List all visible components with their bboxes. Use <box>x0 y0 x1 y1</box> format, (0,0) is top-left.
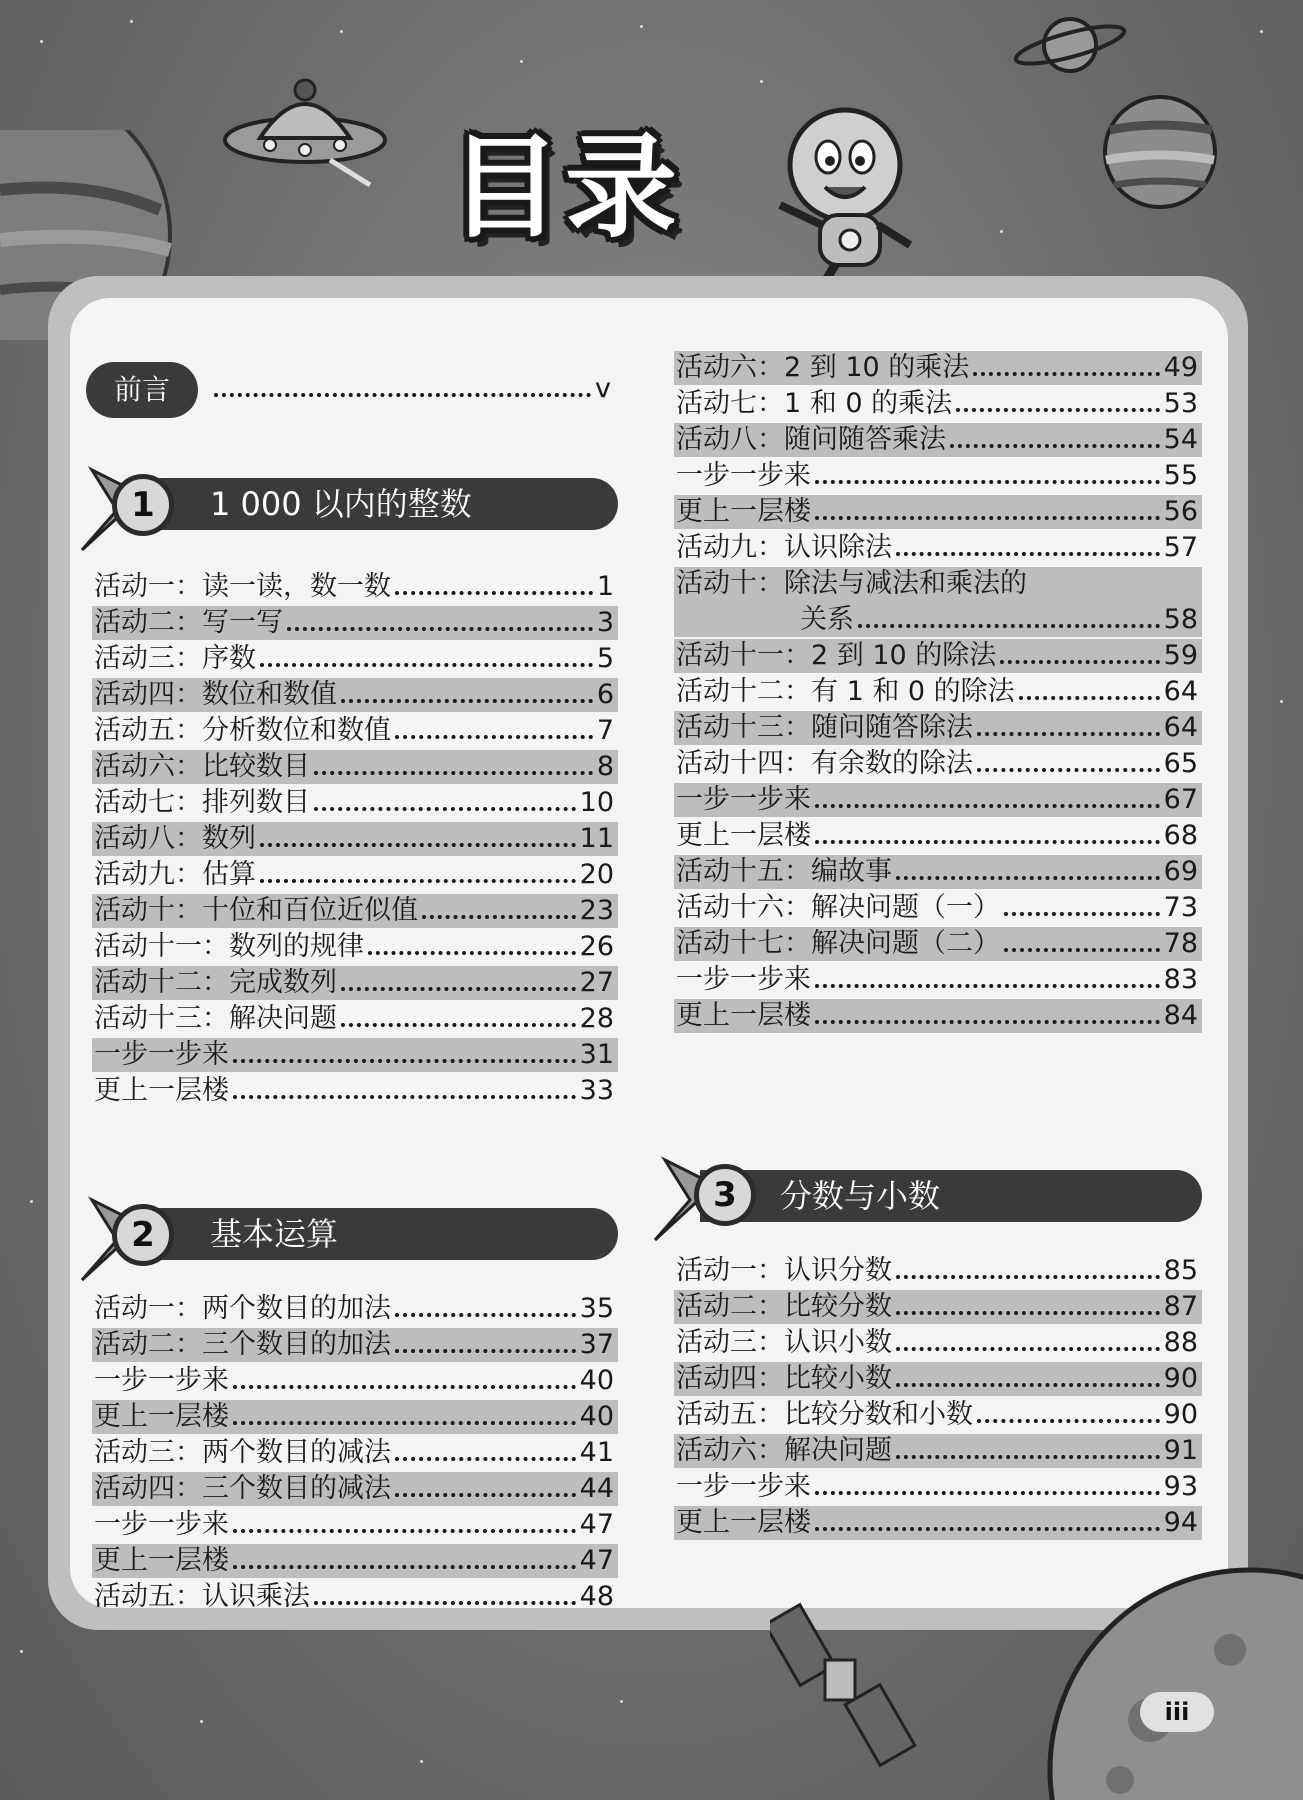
toc-page: 84 <box>1163 1000 1198 1031</box>
toc-entry[interactable] <box>674 783 1202 817</box>
toc-label: 活动十六：解决问题（一） <box>676 892 1000 923</box>
toc-entry[interactable] <box>674 1506 1202 1540</box>
leader-dots <box>815 1487 1160 1495</box>
leader-dots <box>314 1597 576 1605</box>
toc-label: 更上一层楼 <box>676 1000 811 1031</box>
leader-dots <box>1019 692 1160 700</box>
leader-dots <box>395 1453 576 1461</box>
leader-dots <box>815 1016 1160 1024</box>
toc-page: 8 <box>596 751 614 782</box>
leader-dots <box>973 368 1159 376</box>
toc-page: 55 <box>1163 460 1198 491</box>
toc-label: 活动一：两个数目的加法 <box>94 1293 391 1324</box>
toc-entry[interactable] <box>92 1328 618 1362</box>
toc-label: 更上一层楼 <box>94 1401 229 1432</box>
leader-dots <box>1004 944 1160 952</box>
toc-entry[interactable] <box>674 891 1202 925</box>
leader-dots <box>815 476 1160 484</box>
toc-entry[interactable] <box>674 963 1202 997</box>
toc-label: 一步一步来 <box>676 784 811 815</box>
leader-dots <box>1000 656 1159 664</box>
toc-label: 活动六：2 到 10 的乘法 <box>676 352 970 383</box>
leader-dots <box>896 548 1160 556</box>
toc-label: 活动十五：编故事 <box>676 856 892 887</box>
toc-label: 活动四：三个数目的减法 <box>94 1473 391 1504</box>
toc-label: 活动二：三个数目的加法 <box>94 1329 391 1360</box>
toc-label: 活动四：比较小数 <box>676 1363 892 1394</box>
toc-entry[interactable] <box>92 1544 618 1578</box>
toc-entry[interactable] <box>674 999 1202 1033</box>
toc-page: 48 <box>579 1581 614 1612</box>
toc-entry[interactable] <box>674 819 1202 853</box>
toc-label: 关系 <box>800 604 854 635</box>
toc-page: 73 <box>1163 892 1198 923</box>
chapter-2-badge: 2 <box>112 1204 174 1266</box>
leader-dots <box>314 767 593 775</box>
toc-page: 94 <box>1163 1507 1198 1538</box>
toc-page: 1 <box>596 571 614 602</box>
toc-label: 活动十七：解决问题（二） <box>676 928 1000 959</box>
toc-entry[interactable] <box>92 1436 618 1470</box>
toc-entry[interactable] <box>92 1508 618 1542</box>
chapter-2-title: 基本运算 <box>210 1215 339 1253</box>
toc-page: 35 <box>579 1293 614 1324</box>
leader-dots <box>260 875 576 883</box>
leader-dots <box>233 1561 576 1569</box>
toc-page: 41 <box>579 1437 614 1468</box>
toc-label: 更上一层楼 <box>676 496 811 527</box>
toc-page: 87 <box>1163 1291 1198 1322</box>
toc-page: 53 <box>1163 388 1198 419</box>
toc-entry[interactable] <box>674 495 1202 529</box>
toc-page: 27 <box>579 967 614 998</box>
toc-page: 40 <box>579 1401 614 1432</box>
leader-dots <box>977 1415 1160 1423</box>
toc-label: 活动二：写一写 <box>94 607 283 638</box>
toc-entry[interactable] <box>674 1254 1202 1288</box>
leader-dots <box>287 623 593 631</box>
toc-page: v <box>595 373 611 404</box>
toc-label: 活动一：认识分数 <box>676 1255 892 1286</box>
toc-label: 活动七：1 和 0 的乘法 <box>676 388 953 419</box>
leader-dots <box>422 911 576 919</box>
leader-dots <box>341 1019 576 1027</box>
leader-dots <box>260 839 576 847</box>
leader-dots <box>395 1309 576 1317</box>
toc-page: 90 <box>1163 1399 1198 1430</box>
toc-page: 3 <box>596 607 614 638</box>
toc-entry[interactable] <box>674 1434 1202 1468</box>
toc-entry[interactable] <box>674 1362 1202 1396</box>
chapter-1-badge: 1 <box>112 474 174 536</box>
leader-dots <box>233 1417 576 1425</box>
toc-entry[interactable] <box>92 1400 618 1434</box>
toc-label: 活动十三：解决问题 <box>94 1003 337 1034</box>
toc-entry[interactable] <box>674 711 1202 745</box>
toc-label: 活动三：认识小数 <box>676 1327 892 1358</box>
toc-page: 68 <box>1163 820 1198 851</box>
toc-entry[interactable] <box>674 531 1202 565</box>
toc-page: 44 <box>579 1473 614 1504</box>
toc-page: 93 <box>1163 1471 1198 1502</box>
toc-entry[interactable] <box>92 1364 618 1398</box>
toc-label: 活动六：解决问题 <box>676 1435 892 1466</box>
leader-dots <box>815 836 1160 844</box>
toc-label: 一步一步来 <box>94 1039 229 1070</box>
leader-dots <box>977 728 1160 736</box>
toc-page: 7 <box>596 715 614 746</box>
toc-entry[interactable] <box>674 423 1202 457</box>
toc-page: 85 <box>1163 1255 1198 1286</box>
leader-dots <box>214 389 591 397</box>
toc-page: 91 <box>1163 1435 1198 1466</box>
toc-label: 活动十：除法与减法和乘法的 <box>676 568 1027 599</box>
leader-dots <box>368 947 576 955</box>
toc-label: 活动十一：数列的规律 <box>94 931 364 962</box>
toc-label: 一步一步来 <box>94 1509 229 1540</box>
leader-dots <box>896 1307 1160 1315</box>
toc-label: 更上一层楼 <box>676 820 811 851</box>
leader-dots <box>815 512 1160 520</box>
toc-label: 活动十一：2 到 10 的除法 <box>676 640 997 671</box>
toc-page: 47 <box>579 1509 614 1540</box>
toc-label: 一步一步来 <box>676 964 811 995</box>
leader-dots <box>896 1451 1160 1459</box>
toc-entry[interactable] <box>92 1002 618 1036</box>
toc-label: 一步一步来 <box>676 1471 811 1502</box>
leader-dots <box>395 1345 576 1353</box>
preface-pill: 前言 <box>86 362 198 418</box>
toc-page: 90 <box>1163 1363 1198 1394</box>
toc-entry[interactable] <box>674 1398 1202 1432</box>
toc-label: 更上一层楼 <box>676 1507 811 1538</box>
leader-dots <box>395 731 593 739</box>
toc-label: 活动五：分析数位和数值 <box>94 715 391 746</box>
toc-page: 57 <box>1163 532 1198 563</box>
toc-entry[interactable] <box>92 894 618 928</box>
toc-entry[interactable] <box>674 675 1202 709</box>
toc-page: 88 <box>1163 1327 1198 1358</box>
toc-label: 活动十：十位和百位近似值 <box>94 895 418 926</box>
toc-page: 40 <box>579 1365 614 1396</box>
chapter-2-banner <box>130 1208 618 1260</box>
leader-dots <box>896 1343 1160 1351</box>
toc-page: 6 <box>596 679 614 710</box>
toc-entry[interactable] <box>92 1580 618 1614</box>
toc-page: 20 <box>579 859 614 890</box>
page-number: iii <box>1140 1692 1214 1732</box>
toc-page: 49 <box>1163 352 1198 383</box>
toc-page: 23 <box>579 895 614 926</box>
toc-entry[interactable] <box>92 786 618 820</box>
toc-page: 33 <box>579 1075 614 1106</box>
toc-label: 活动六：比较数目 <box>94 751 310 782</box>
toc-label: 活动一：读一读，数一数 <box>94 571 391 602</box>
toc-page: 10 <box>579 787 614 818</box>
toc-page: 47 <box>579 1545 614 1576</box>
toc-label: 活动七：排列数目 <box>94 787 310 818</box>
toc-label: 更上一层楼 <box>94 1075 229 1106</box>
leader-dots <box>233 1381 576 1389</box>
toc-label: 活动三：两个数目的减法 <box>94 1437 391 1468</box>
toc-entry[interactable] <box>92 1074 618 1108</box>
toc-entry[interactable] <box>674 603 1202 637</box>
toc-entry[interactable] <box>674 351 1202 385</box>
leader-dots <box>395 587 593 595</box>
toc-entry[interactable] <box>674 747 1202 781</box>
toc-entry[interactable] <box>674 855 1202 889</box>
toc-entry[interactable] <box>92 750 618 784</box>
toc-label: 活动十三：随问随答除法 <box>676 712 973 743</box>
toc-label: 活动三：序数 <box>94 643 256 674</box>
toc-label: 活动十四：有余数的除法 <box>676 748 973 779</box>
toc-entry[interactable] <box>674 639 1202 673</box>
toc-entry[interactable] <box>674 1470 1202 1504</box>
toc-entry[interactable] <box>92 1472 618 1506</box>
toc-label: 一步一步来 <box>94 1365 229 1396</box>
toc-entry[interactable] <box>674 927 1202 961</box>
leader-dots <box>341 983 576 991</box>
chapter-3-title: 分数与小数 <box>780 1177 941 1215</box>
toc-page: 5 <box>596 643 614 674</box>
leader-dots <box>260 659 593 667</box>
chapter-1-title: 1 000 以内的整数 <box>210 485 472 523</box>
toc-entry[interactable] <box>92 606 618 640</box>
ufo-icon <box>220 50 390 190</box>
toc-page: 37 <box>579 1329 614 1360</box>
toc-page: 31 <box>579 1039 614 1070</box>
toc-entry[interactable] <box>674 459 1202 493</box>
toc-label: 活动二：比较分数 <box>676 1291 892 1322</box>
toc-entry[interactable] <box>674 1326 1202 1360</box>
toc-page: 26 <box>579 931 614 962</box>
toc-label: 活动九：认识除法 <box>676 532 892 563</box>
leader-dots <box>950 440 1160 448</box>
toc-entry[interactable] <box>92 930 618 964</box>
chapter-3-badge: 3 <box>694 1164 756 1226</box>
chapter-1-banner <box>130 478 618 530</box>
toc-label: 活动四：数位和数值 <box>94 679 337 710</box>
leader-dots <box>815 1523 1160 1531</box>
toc-page: 58 <box>1163 604 1198 635</box>
toc-page: 56 <box>1163 496 1198 527</box>
leader-dots <box>896 1271 1160 1279</box>
toc-entry[interactable] <box>92 966 618 1000</box>
toc-label: 一步一步来 <box>676 460 811 491</box>
astronaut-mascot-icon <box>760 95 920 295</box>
toc-label: 更上一层楼 <box>94 1545 229 1576</box>
toc-entry[interactable] <box>674 387 1202 421</box>
toc-label: 活动八：随问随答乘法 <box>676 424 946 455</box>
toc-entry[interactable] <box>92 642 618 676</box>
leader-dots <box>233 1091 576 1099</box>
toc-entry[interactable] <box>92 1292 618 1326</box>
toc-label: 活动八：数列 <box>94 823 256 854</box>
toc-entry[interactable] <box>92 714 618 748</box>
toc-page: 54 <box>1163 424 1198 455</box>
leader-dots <box>815 800 1160 808</box>
toc-entry[interactable] <box>674 1290 1202 1324</box>
leader-dots <box>858 620 1160 628</box>
toc-entry[interactable] <box>92 822 618 856</box>
chapter-3-banner <box>700 1170 1202 1222</box>
leader-dots <box>395 1489 576 1497</box>
toc-page: 78 <box>1163 928 1198 959</box>
toc-page: 11 <box>579 823 614 854</box>
toc-label: 活动九：估算 <box>94 859 256 890</box>
leader-dots <box>896 872 1160 880</box>
leader-dots <box>956 404 1160 412</box>
toc-entry[interactable] <box>92 858 618 892</box>
toc-page: 65 <box>1163 748 1198 779</box>
toc-label: 活动五：比较分数和小数 <box>676 1399 973 1430</box>
leader-dots <box>977 764 1160 772</box>
toc-label: 活动五：认识乘法 <box>94 1581 310 1612</box>
leader-dots <box>233 1055 576 1063</box>
toc-entry[interactable] <box>92 570 618 604</box>
toc-page: 67 <box>1163 784 1198 815</box>
planet-bottom-right-icon <box>1000 1540 1303 1800</box>
toc-label: 活动十二：有 1 和 0 的除法 <box>676 676 1015 707</box>
leader-dots <box>341 695 593 703</box>
satellite-icon <box>770 1600 920 1770</box>
toc-entry[interactable] <box>92 1038 618 1072</box>
toc-page: 28 <box>579 1003 614 1034</box>
striped-planet-icon <box>1100 85 1220 220</box>
toc-page: 69 <box>1163 856 1198 887</box>
leader-dots <box>815 980 1160 988</box>
leader-dots <box>1004 908 1160 916</box>
toc-entry-preface[interactable] <box>210 372 615 406</box>
ringed-planet-icon <box>1010 5 1130 85</box>
toc-page: 59 <box>1163 640 1198 671</box>
toc-page: 64 <box>1163 676 1198 707</box>
toc-page: 83 <box>1163 964 1198 995</box>
toc-page: 64 <box>1163 712 1198 743</box>
leader-dots <box>896 1379 1160 1387</box>
leader-dots <box>233 1525 576 1533</box>
toc-label: 活动十二：完成数列 <box>94 967 337 998</box>
toc-entry[interactable] <box>92 678 618 712</box>
page-title: 目录 <box>449 123 681 253</box>
leader-dots <box>314 803 576 811</box>
